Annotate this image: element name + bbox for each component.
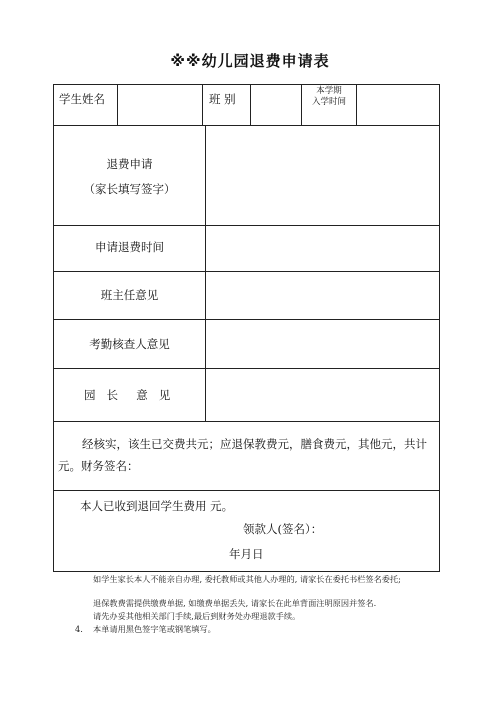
receipt-date-label: 年月日	[229, 547, 264, 561]
receipt-statement: 本人已收到退回学生费用 元。	[80, 499, 234, 513]
refund-application-label	[54, 152, 205, 202]
enrollment-time-label-line2: 入学时间	[311, 97, 346, 107]
row-divider	[54, 225, 439, 226]
label-column-divider	[205, 125, 206, 421]
row-divider	[54, 125, 439, 126]
refund-form-table	[53, 84, 440, 572]
student-name-label: 学生姓名	[59, 92, 105, 106]
enrollment-time-label	[303, 86, 355, 108]
col-divider	[250, 85, 251, 125]
row-divider	[54, 271, 439, 272]
recipient-signature-label: 领款人(签名）：	[243, 522, 323, 536]
row-divider	[54, 421, 439, 422]
col-divider	[356, 85, 357, 125]
refund-application-note: （家长填写签字）	[83, 182, 176, 196]
note-item: 如学生家长本人不能亲自办理, 委托教师或其他人办理的, 请家长在委托书栏签名委托;	[93, 574, 401, 584]
note-item: 本单请用黑色签字笔或钢笔填写。	[93, 624, 216, 634]
row-divider	[54, 368, 439, 369]
refund-application-title: 退费申请	[106, 157, 153, 171]
finance-verification-line1: 经核实，该生已交费共元；应退保教费元，膳食费元，其他元，共计	[82, 437, 427, 451]
apply-time-label: 申请退费时间	[95, 240, 164, 254]
note-item: 请先办妥其他相关部门手续,最后到财务处办理退款手续。	[93, 611, 301, 621]
finance-verification-line2: 元。财务签名：	[58, 459, 139, 473]
note-number: 4.	[75, 624, 83, 634]
col-divider	[301, 85, 302, 125]
row-divider	[54, 319, 439, 320]
teacher-opinion-label: 班主任意见	[100, 288, 159, 302]
page-title: ※※幼儿园退费申请表	[170, 52, 330, 70]
col-divider	[202, 85, 203, 125]
principal-opinion-label: 园 长 意 见	[84, 388, 171, 402]
attendance-opinion-label: 考勤核查人意见	[89, 337, 170, 351]
enrollment-time-label-line1: 本学期	[316, 86, 342, 96]
finance-verification-text	[58, 433, 438, 477]
row-divider	[54, 490, 439, 491]
class-label: 班 别	[209, 92, 236, 106]
note-item: 退保教费需提供缴费单据, 如缴费单据丢失, 请家长在此单背面注明原因并签名.	[93, 598, 377, 608]
col-divider	[117, 85, 118, 125]
